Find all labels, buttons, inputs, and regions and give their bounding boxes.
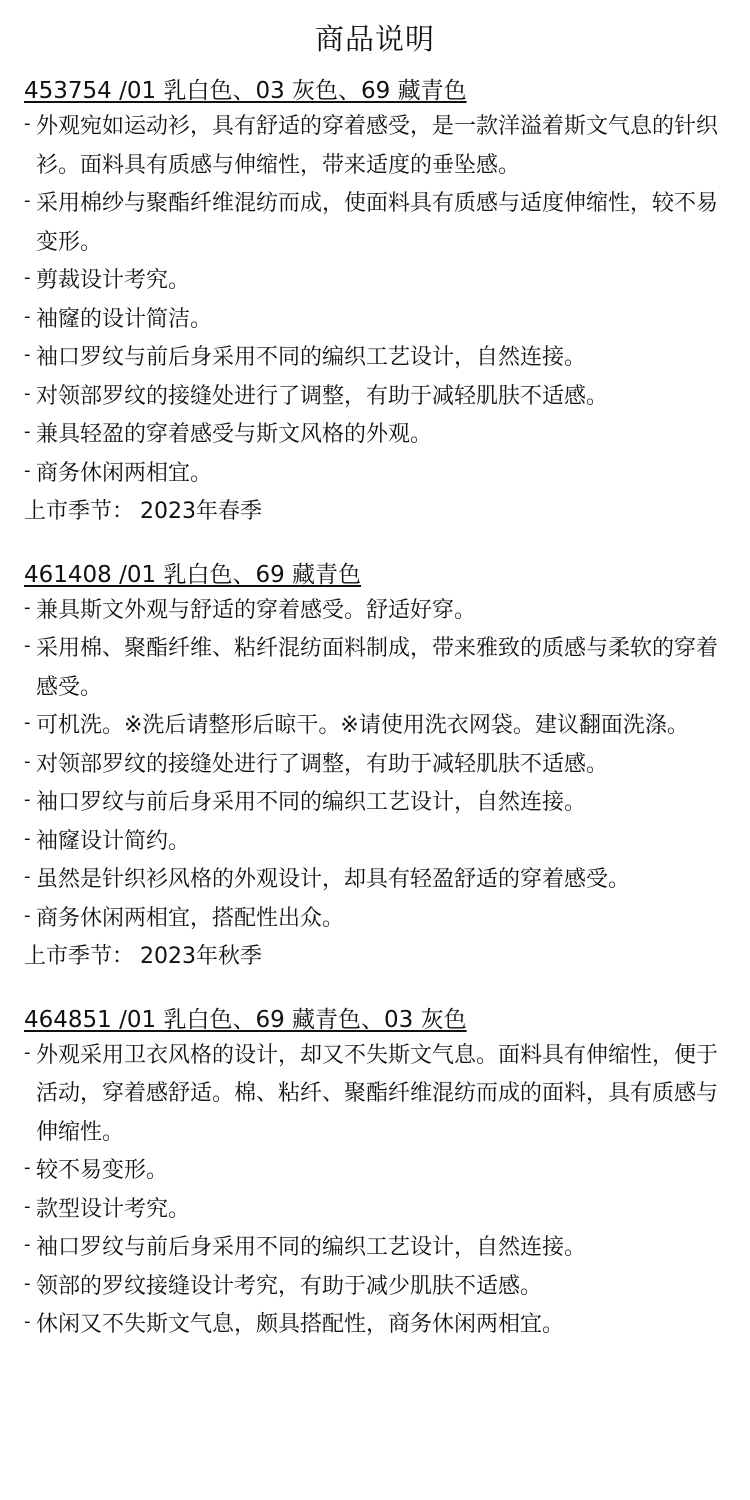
feature-text: 袖窿设计简约。 [36, 828, 191, 854]
feature-item [24, 900, 726, 939]
bullet-dash: - [24, 459, 31, 481]
bullet-dash: - [24, 382, 31, 404]
feature-text: 袖口罗纹与前后身采用不同的编织工艺设计，自然连接。 [36, 790, 587, 815]
bullet-dash: - [24, 596, 31, 618]
feature-item [24, 630, 726, 707]
feature-list [24, 1037, 726, 1345]
bullet-dash: - [24, 1234, 31, 1255]
bullet-dash: - [24, 712, 31, 733]
bullet-dash: - [24, 1272, 31, 1294]
feature-list [24, 592, 726, 939]
feature-text: 对领部罗纹的接缝处进行了调整，有助于减轻肌肤不适感。 [36, 751, 609, 777]
feature-item [24, 262, 726, 301]
feature-item [24, 707, 726, 746]
feature-item [24, 416, 726, 455]
feature-text: 采用棉、聚酯纤维、粘纤混纺面料制成，带来雅致的质感与柔软的穿着感受。 [36, 636, 719, 700]
feature-item [24, 784, 726, 823]
feature-item [24, 1306, 726, 1345]
feature-text: 较不易变形。 [36, 1158, 169, 1183]
product-section-464851 [24, 1005, 726, 1345]
feature-text: 袖口罗纹与前后身采用不同的编织工艺设计，自然连接。 [36, 1235, 587, 1260]
bullet-dash: - [24, 1195, 31, 1217]
page-title: 商品说明 [314, 22, 435, 56]
bullet-dash: - [24, 190, 31, 211]
feature-item [24, 455, 726, 494]
feature-item [24, 592, 726, 631]
bullet-dash: - [24, 1157, 31, 1178]
bullet-dash: - [24, 789, 31, 810]
product-heading: 464851 /01 乳白色、69 藏青色、03 灰色 [24, 1006, 467, 1033]
bullet-dash: - [24, 344, 31, 365]
bullet-dash: - [24, 421, 31, 442]
bullet-dash: - [24, 866, 31, 887]
bullet-dash: - [24, 1041, 31, 1063]
season-label: 上市季节： [24, 499, 135, 524]
feature-item [24, 1229, 726, 1268]
bullet-dash: - [24, 113, 31, 134]
feature-item [24, 301, 726, 340]
feature-item [24, 1191, 726, 1230]
feature-item [24, 185, 726, 262]
feature-text: 对领部罗纹的接缝处进行了调整，有助于减轻肌肤不适感。 [36, 383, 609, 409]
bullet-dash: - [24, 1311, 31, 1332]
feature-text: 款型设计考究。 [36, 1196, 191, 1222]
feature-item [24, 378, 726, 417]
feature-text: 虽然是针织衫风格的外观设计，却具有轻盈舒适的穿着感受。 [36, 867, 631, 892]
bullet-dash: - [24, 635, 31, 656]
season-label: 上市季节： [24, 944, 135, 969]
feature-item [24, 339, 726, 378]
feature-item [24, 861, 726, 900]
feature-text: 袖口罗纹与前后身采用不同的编织工艺设计，自然连接。 [36, 345, 587, 370]
feature-text: 休闲又不失斯文气息，颇具搭配性，商务休闲两相宜。 [36, 1312, 565, 1337]
bullet-dash: - [24, 305, 31, 327]
feature-text: 剪裁设计考究。 [36, 268, 191, 293]
feature-text: 领部的罗纹接缝设计考究，有助于减少肌肤不适感。 [36, 1273, 543, 1299]
feature-text: 商务休闲两相宜，搭配性出众。 [36, 905, 345, 931]
release-season [24, 493, 726, 532]
release-season [24, 938, 726, 977]
product-heading: 453754 /01 乳白色、03 灰色、69 藏青色 [24, 78, 467, 104]
product-section-461408 [24, 560, 726, 977]
feature-text: 商务休闲两相宜。 [36, 460, 213, 486]
feature-text: 兼具轻盈的穿着感受与斯文风格的外观。 [36, 422, 433, 447]
feature-text: 外观采用卫衣风格的设计，却又不失斯文气息。面料具有伸缩性，便于活动，穿着感舒适。棉、粘纤、聚酯纤维混纺而成的面料，具有质感与伸缩性。 [36, 1042, 719, 1145]
bullet-dash: - [24, 827, 31, 849]
feature-item [24, 108, 726, 185]
product-heading: 461408 /01 乳白色、69 藏青色 [24, 561, 362, 588]
bullet-dash: - [24, 904, 31, 926]
feature-item [24, 1268, 726, 1307]
feature-item [24, 823, 726, 862]
feature-list [24, 108, 726, 493]
feature-text: 采用棉纱与聚酯纤维混纺而成，使面料具有质感与适度伸缩性，较不易变形。 [36, 191, 719, 255]
feature-text: 袖窿的设计简洁。 [36, 306, 213, 332]
feature-item [24, 746, 726, 785]
feature-item [24, 1152, 726, 1191]
product-section-453754 [24, 76, 726, 532]
season-value: 2023年秋季 [140, 944, 263, 969]
bullet-dash: - [24, 267, 31, 288]
season-value: 2023年春季 [140, 499, 263, 524]
bullet-dash: - [24, 750, 31, 772]
feature-item [24, 1037, 726, 1153]
feature-text: 兼具斯文外观与舒适的穿着感受。舒适好穿。 [36, 597, 477, 623]
feature-text: 可机洗。※洗后请整形后晾干。※请使用洗衣网袋。建议翻面洗涤。 [36, 713, 689, 738]
feature-text: 外观宛如运动衫，具有舒适的穿着感受，是一款洋溢着斯文气息的针织衫。面料具有质感与伸缩性，带来适度的垂坠感。 [36, 114, 719, 178]
